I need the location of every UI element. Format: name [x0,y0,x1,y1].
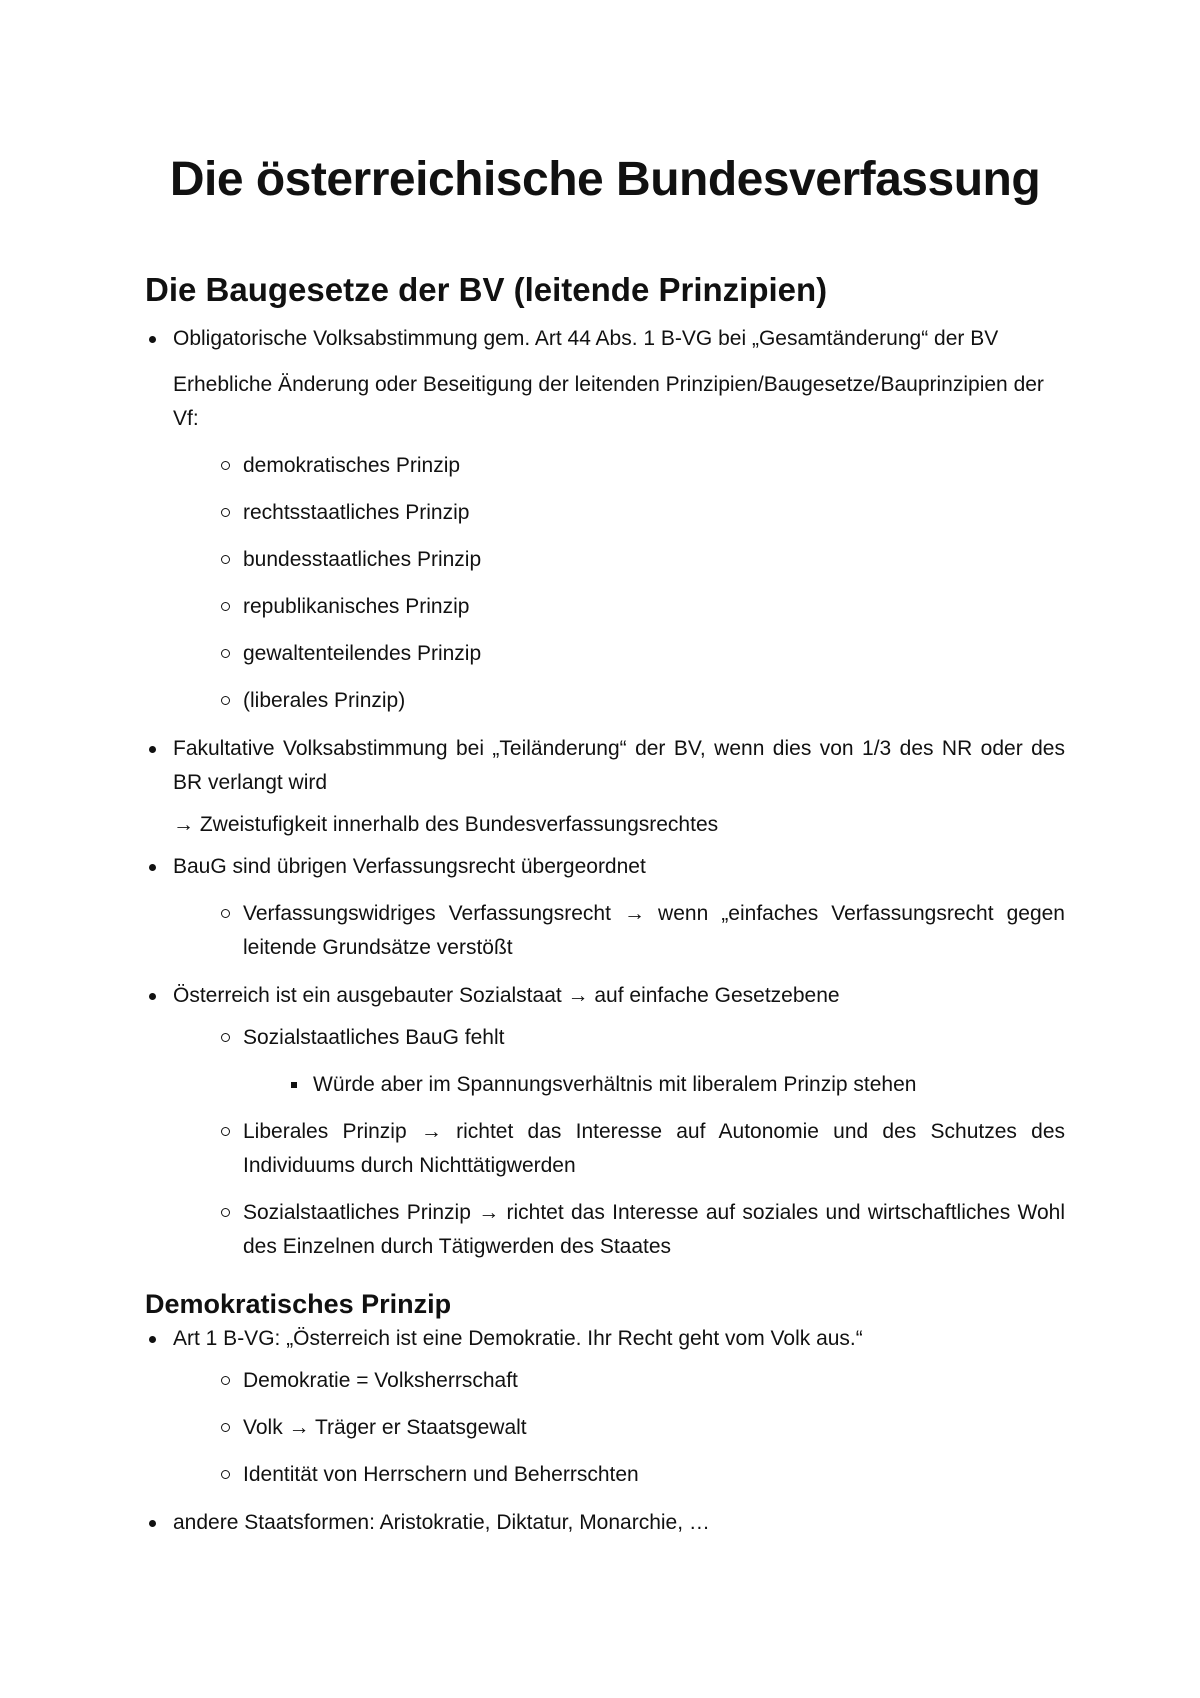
list-item-text: Würde aber im Spannungsverhältnis mit liberalem Prinzip stehen [313,1073,917,1096]
list-item [145,897,1065,965]
list-item [145,637,1065,671]
list-item [145,1196,1065,1264]
demokratie-list [145,1322,1065,1540]
list-item-text: republikanisches Prinzip [243,595,470,618]
list-item-text: Sozialstaatliches BauG fehlt [243,1026,505,1049]
bullet-icon [149,1336,156,1343]
list-item-text: Österreich ist ein ausgebauter Sozialstaat → auf einfache Gesetzebene [173,984,840,1007]
list-item [145,1364,1065,1398]
list-item [145,1322,1065,1356]
list-item-text: andere Staatsformen: Aristokratie, Diktatur, Monarchie, … [173,1511,710,1534]
list-item [145,1458,1065,1492]
list-item-text: Identität von Herrschern und Beherrschten [243,1463,639,1486]
section-heading-demokratisches-prinzip: Demokratisches Prinzip [145,1289,452,1319]
list-item [145,1021,1065,1055]
circle-bullet-icon [221,1127,230,1136]
circle-bullet-icon [221,1208,230,1217]
baug-list [145,850,1065,1264]
list-item-text: Obligatorische Volksabstimmung gem. Art 44 Abs. 1 B-VG bei „Gesamtänderung“ der BV [173,327,999,350]
bullet-icon [149,336,156,343]
bullet-icon [149,993,156,1000]
list-item-text: (liberales Prinzip) [243,689,406,712]
baugesetze-list [145,322,1065,356]
circle-bullet-icon [221,1376,230,1385]
circle-bullet-icon [221,602,230,611]
list-item-text: Fakultative Volksabstimmung bei „Teiländerung“ der BV, wenn dies von 1/3 des NR oder des BR verlangt wird [173,737,1065,794]
circle-bullet-icon [221,1423,230,1432]
circle-bullet-icon [221,461,230,470]
circle-bullet-icon [221,909,230,918]
list-item-continuation: → Zweistufigkeit innerhalb des Bundesverfassungsrechtes [173,813,719,836]
circle-bullet-icon [221,696,230,705]
list-item [145,850,1065,884]
list-item-text: bundesstaatliches Prinzip [243,548,482,571]
volksabstimmung-list [145,732,1065,800]
bullet-icon [149,746,156,753]
list-item [145,1115,1065,1183]
circle-bullet-icon [221,649,230,658]
list-item-text: Verfassungswidriges Verfassungsrecht → wenn „einfaches Verfassungsrecht gegen leitende Grundsätze verstößt [243,902,1065,959]
list-item-text: BauG sind übrigen Verfassungsrecht übergeordnet [173,855,646,878]
list-item [145,543,1065,577]
list-item [145,322,1065,356]
list-item-text: rechtsstaatliches Prinzip [243,501,470,524]
list-item [145,496,1065,530]
page-title: Die österreichische Bundesverfassung [169,153,1041,206]
list-item [145,590,1065,624]
list-item [145,1506,1065,1540]
list-item-continuation: Erhebliche Änderung oder Beseitigung der leitenden Prinzipien/Baugesetze/Bauprinzipien der Vf: [173,373,1044,430]
circle-bullet-icon [221,508,230,517]
list-item-text: Art 1 B-VG: „Österreich ist eine Demokratie. Ihr Recht geht vom Volk aus.“ [173,1327,863,1350]
document-page [145,150,1065,1540]
circle-bullet-icon [221,1470,230,1479]
circle-bullet-icon [221,1033,230,1042]
list-item-text: Demokratie = Volksherrschaft [243,1369,518,1392]
bullet-icon [149,1520,156,1527]
list-item-text: Liberales Prinzip → richtet das Interesse auf Autonomie und des Schutzes des Individuums durch Nichttätigwerden [243,1120,1065,1177]
bullet-icon [149,864,156,871]
square-bullet-icon [291,1082,297,1088]
list-item [145,1411,1065,1445]
list-item [145,979,1065,1013]
list-item-text: Sozialstaatliches Prinzip → richtet das Interesse auf soziales und wirtschaftliches Wohl des Einzelnen durch Tätigwerden des Staates [243,1201,1065,1258]
list-item-text: gewaltenteilendes Prinzip [243,642,482,665]
list-item [145,684,1065,718]
principles-list [145,449,1065,718]
list-item-text: demokratisches Prinzip [243,454,461,477]
list-item [145,732,1065,800]
list-item [145,1068,1065,1102]
section-heading-baugesetze: Die Baugesetze der BV (leitende Prinzipien) [145,271,828,308]
circle-bullet-icon [221,555,230,564]
list-item-text: Volk → Träger er Staatsgewalt [243,1416,527,1439]
list-item [145,449,1065,483]
